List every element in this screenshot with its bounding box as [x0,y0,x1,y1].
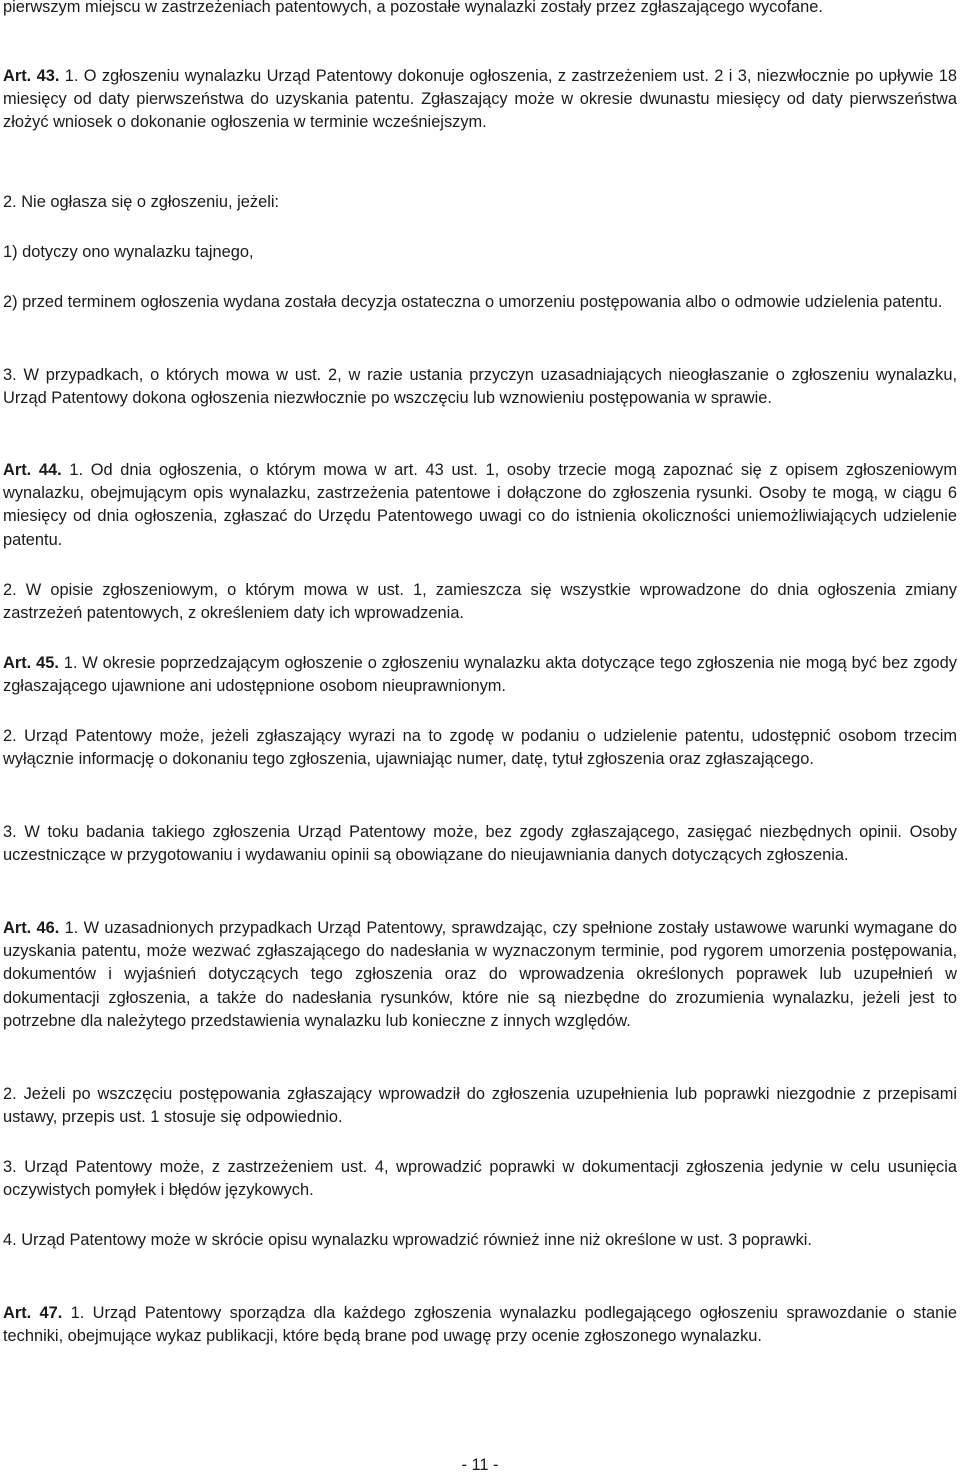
paragraph [3,1083,957,1129]
article-label: Art. 47. [3,1304,63,1322]
article-47-paragraph-1 [3,1302,957,1348]
paragraph-text: 2. W opisie zgłoszeniowym, o którym mowa w ust. 1, zamieszcza się wszystkie wprowadzone do dnia ogłoszenia zmiany zastrzeżeń patentowych, z określeniem daty ich wprowadzenia. [3,581,957,623]
paragraph [3,241,957,264]
article-label: Art. 45. [3,654,59,672]
paragraph [3,0,957,19]
paragraph-text: 1. W uzasadnionych przypadkach Urząd Patentowy, sprawdzając, czy spełnione zostały ustawowe warunki wymagane do uzyskania patentu, może wezwać zgłaszającego do nadesłania w wyznaczonym terminie, pod rygorem umorzenia postępowania, dokumentów i wyjaśnień dotyczących tego zgłoszenia oraz do wprowadzenia określonych poprawek lub uzupełnień w dokumentacji zgłoszenia, a także do nadesłania rysunków, które nie są niezbędne do zrozumienia wynalazku, jeżeli jest to potrzebne dla należytego przedstawienia wynalazku lub konieczne z innych względów. [3,919,957,1030]
article-44-paragraph-1 [3,459,957,552]
paragraph [3,1229,957,1252]
paragraph [3,364,957,410]
paragraph-text: 2. Jeżeli po wszczęciu postępowania zgłaszający wprowadził do zgłoszenia uzupełnienia lub poprawki niezgodnie z przepisami ustawy, przepis ust. 1 stosuje się odpowiednio. [3,1085,957,1127]
article-43-paragraph-1 [3,65,957,135]
paragraph-text: 3. W toku badania takiego zgłoszenia Urząd Patentowy może, bez zgody zgłaszającego, zasięgać niezbędnych opinii. Osoby uczestniczące w przygotowaniu i wydawaniu opinii są obowiązane do nieujawniania danych dotyczących zgłoszenia. [3,823,957,865]
paragraph-text: 4. Urząd Patentowy może w skrócie opisu wynalazku wprowadzić również inne niż określone w ust. 3 poprawki. [3,1231,812,1249]
paragraph [3,291,957,314]
article-label: Art. 46. [3,919,60,937]
paragraph-text: 1. W okresie poprzedzającym ogłoszenie o zgłoszeniu wynalazku akta dotyczące tego zgłoszenia nie mogą być bez zgody zgłaszającego ujawnione ani udostępnione osobom nieuprawnionym. [3,654,957,696]
paragraph-text: pierwszym miejscu w zastrzeżeniach patentowych, a pozostałe wynalazki zostały przez zgłaszającego wycofane. [3,0,823,16]
paragraph-text: 1. O zgłoszeniu wynalazku Urząd Patentowy dokonuje ogłoszenia, z zastrzeżeniem ust. 2 i 3, niezwłocznie po upływie 18 miesięcy od daty pierwszeństwa do uzyskania patentu. Zgłaszający może w okresie dwunastu miesięcy od daty pierwszeństwa złożyć wniosek o dokonanie ogłoszenia w terminie wcześniejszym. [3,67,957,132]
paragraph [3,579,957,625]
article-label: Art. 43. [3,67,60,85]
paragraph [3,725,957,771]
paragraph-text: 2) przed terminem ogłoszenia wydana została decyzja ostateczna o umorzeniu postępowania albo o odmowie udzielenia patentu. [3,293,943,311]
paragraph-text: 3. W przypadkach, o których mowa w ust. 2, w razie ustania przyczyn uzasadniających nieogłaszanie o zgłoszeniu wynalazku, Urząd Patentowy dokona ogłoszenia niezwłocznie po wszczęciu lub wznowieniu postępowania w sprawie. [3,366,957,408]
paragraph-text: 3. Urząd Patentowy może, z zastrzeżeniem ust. 4, wprowadzić poprawki w dokumentacji zgłoszenia jedynie w celu usunięcia oczywistych pomyłek i błędów językowych. [3,1158,957,1200]
article-46-paragraph-1 [3,917,957,1033]
paragraph [3,1156,957,1202]
paragraph [3,191,957,214]
paragraph-text: 1) dotyczy ono wynalazku tajnego, [3,243,254,261]
paragraph-text: 2. Nie ogłasza się o zgłoszeniu, jeżeli: [3,193,280,211]
paragraph-text: 1. Od dnia ogłoszenia, o którym mowa w art. 43 ust. 1, osoby trzecie mogą zapoznać się z opisem zgłoszeniowym wynalazku, obejmującym opis wynalazku, zastrzeżenia patentowe i dołączone do zgłoszenia rysunki. Osoby te mogą, w ciągu 6 miesięcy od dnia ogłoszenia, zgłaszać do Urzędu Patentowego uwagi co do istnienia okoliczności uniemożliwiających udzielenie patentu. [3,461,957,549]
article-45-paragraph-1 [3,652,957,698]
paragraph [3,821,957,867]
paragraph-text: 1. Urząd Patentowy sporządza dla każdego zgłoszenia wynalazku podlegającego ogłoszeniu sprawozdanie o stanie techniki, obejmujące wykaz publikacji, które będą brane pod uwagę przy ocenie zgłoszonego wynalazku. [3,1304,957,1346]
page-number: - 11 - [461,1456,499,1474]
paragraph-text: 2. Urząd Patentowy może, jeżeli zgłaszający wyrazi na to zgodę w podaniu o udzielenie patentu, udostępnić osobom trzecim wyłącznie informację o dokonaniu tego zgłoszenia, ujawniając numer, datę, tytuł zgłoszenia oraz zgłaszającego. [3,727,957,769]
article-label: Art. 44. [3,461,62,479]
